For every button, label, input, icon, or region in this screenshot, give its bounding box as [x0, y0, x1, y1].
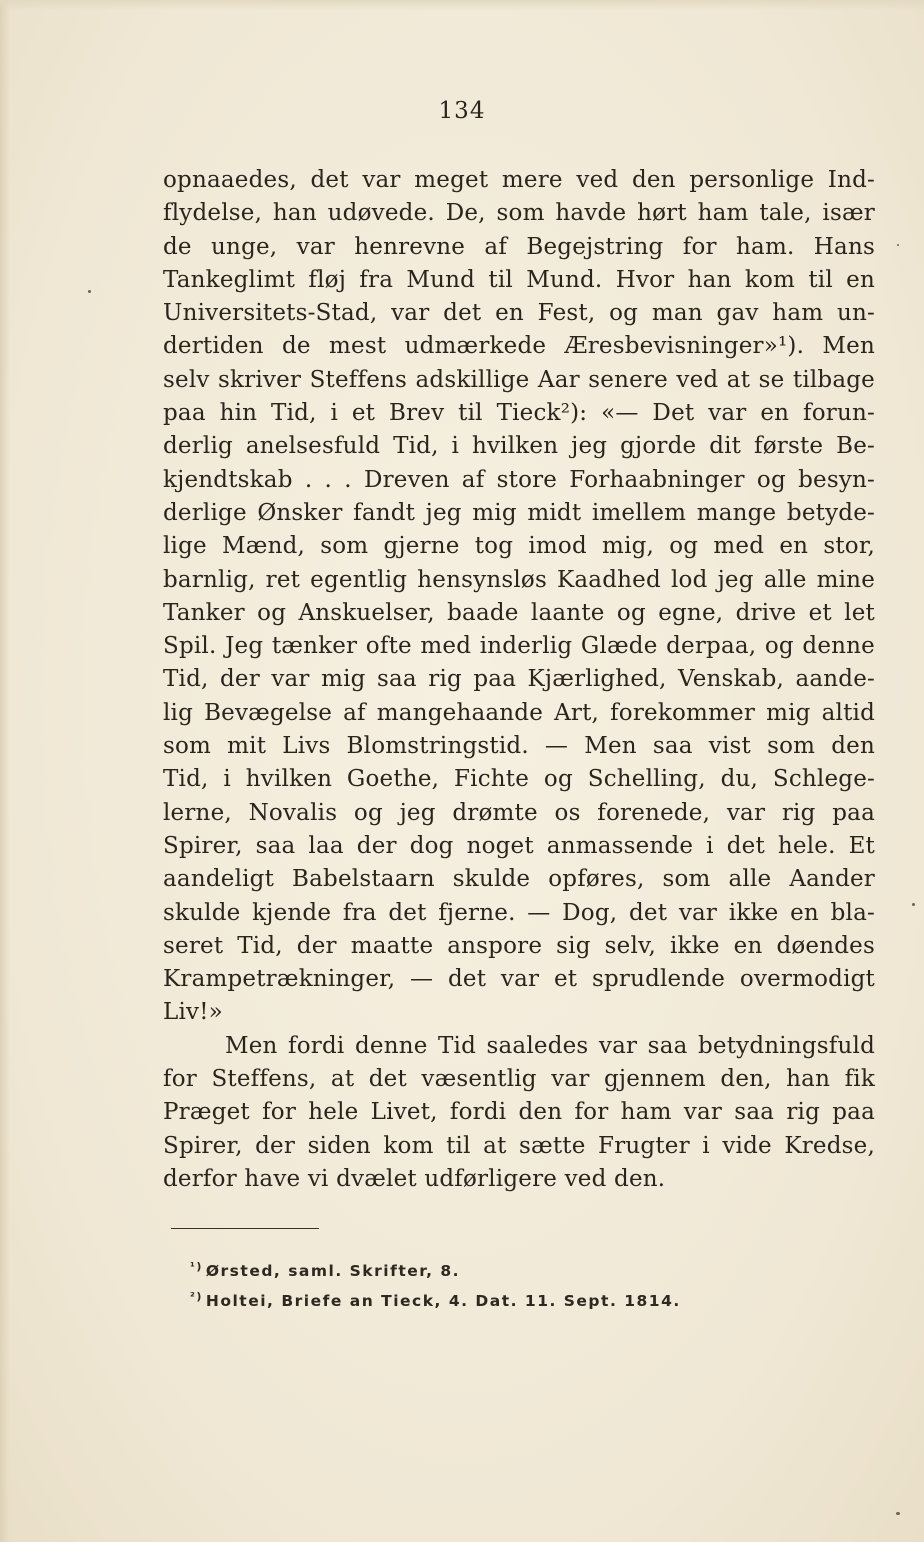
footnote-text: Holtei, Briefe an Tieck, 4. Dat. 11. Sept. 1814. — [205, 1292, 681, 1311]
text-line: kjendtskab . . . Dreven af store Forhaabninger og besyn- — [163, 466, 875, 493]
text-line: selv skriver Steffens adskillige Aar senere ved at se tilbage — [163, 366, 875, 393]
page-edge-top — [0, 0, 924, 10]
text-line: derlige Ønsker fandt jeg mig midt imellem mange betyde- — [163, 499, 875, 526]
text-line: paa hin Tid, i et Brev til Tieck²): «— Det var en forun- — [163, 400, 875, 427]
text-line: for Steffens, at det væsentlig var gjennem den, han fik — [163, 1066, 875, 1093]
footnote — [190, 1252, 790, 1282]
text-line: Præget for hele Livet, fordi den for ham var saa rig paa — [163, 1099, 875, 1126]
page-edge-left — [0, 0, 10, 1542]
text-line: Tankeglimt fløj fra Mund til Mund. Hvor han kom til en — [163, 266, 875, 293]
paper-speck — [912, 903, 915, 906]
page-number: 134 — [438, 98, 486, 124]
text-line: Spil. Jeg tænker ofte med inderlig Glæde derpaa, og denne — [163, 633, 875, 660]
text-line: barnlig, ret egentlig hensynsløs Kaadhed lod jeg alle mine — [163, 566, 875, 593]
body-text — [163, 164, 875, 1196]
text-line: dertiden de mest udmærkede Æresbevisninger»¹). Men — [163, 333, 875, 360]
text-line: seret Tid, der maatte anspore sig selv, ikke en døendes — [163, 932, 875, 959]
text-line: aandeligt Babelstaarn skulde opføres, som alle Aander — [163, 866, 875, 893]
text-line: opnaaedes, det var meget mere ved den personlige Ind- — [163, 167, 875, 193]
text-line: skulde kjende fra det fjerne. — Dog, det var ikke en bla- — [163, 899, 875, 926]
text-line: Liv!» — [163, 999, 223, 1026]
footnote-mark: ²) — [190, 1290, 203, 1303]
text-line: derlig anelsesfuld Tid, i hvilken jeg gjorde dit første Be- — [163, 433, 875, 460]
text-line: lerne, Novalis og jeg drømte os forenede, var rig paa — [163, 799, 875, 826]
text-line: Krampetrækninger, — det var et sprudlende overmodigt — [163, 966, 875, 993]
footnotes — [190, 1252, 790, 1312]
text-line: lig Bevægelse af mangehaande Art, forekommer mig altid — [163, 699, 875, 726]
text-line: flydelse, han udøvede. De, som havde hørt ham tale, især — [163, 200, 875, 227]
text-line: derfor have vi dvælet udførligere ved den. — [163, 1165, 666, 1192]
paper-speck — [88, 290, 91, 293]
text-line: som mit Livs Blomstringstid. — Men saa vist som den — [163, 733, 875, 760]
text-line: lige Mænd, som gjerne tog imod mig, og med en stor, — [163, 533, 875, 560]
paper-speck — [896, 1512, 900, 1515]
text-line: Tanker og Anskuelser, baade laante og egne, drive et let — [163, 599, 875, 626]
footnote — [190, 1282, 790, 1312]
text-line: Tid, i hvilken Goethe, Fichte og Schelling, du, Schlege- — [163, 766, 875, 793]
text-line: Spirer, saa laa der dog noget anmassende i det hele. Et — [163, 832, 875, 859]
footnote-rule — [171, 1228, 319, 1229]
paper-speck — [897, 244, 899, 246]
text-line: Universitets-Stad, var det en Fest, og man gav ham un- — [163, 300, 875, 327]
text-line: Men fordi denne Tid saaledes var saa betydningsfuld — [225, 1032, 875, 1059]
text-line: Spirer, der siden kom til at sætte Frugter i vide Kredse, — [163, 1132, 875, 1159]
text-line: de unge, var henrevne af Begejstring for ham. Hans — [163, 233, 875, 260]
footnote-mark: ¹) — [190, 1260, 203, 1273]
text-line: Tid, der var mig saa rig paa Kjærlighed, Venskab, aande- — [163, 666, 875, 693]
footnote-text: Ørsted, saml. Skrifter, 8. — [205, 1262, 461, 1281]
